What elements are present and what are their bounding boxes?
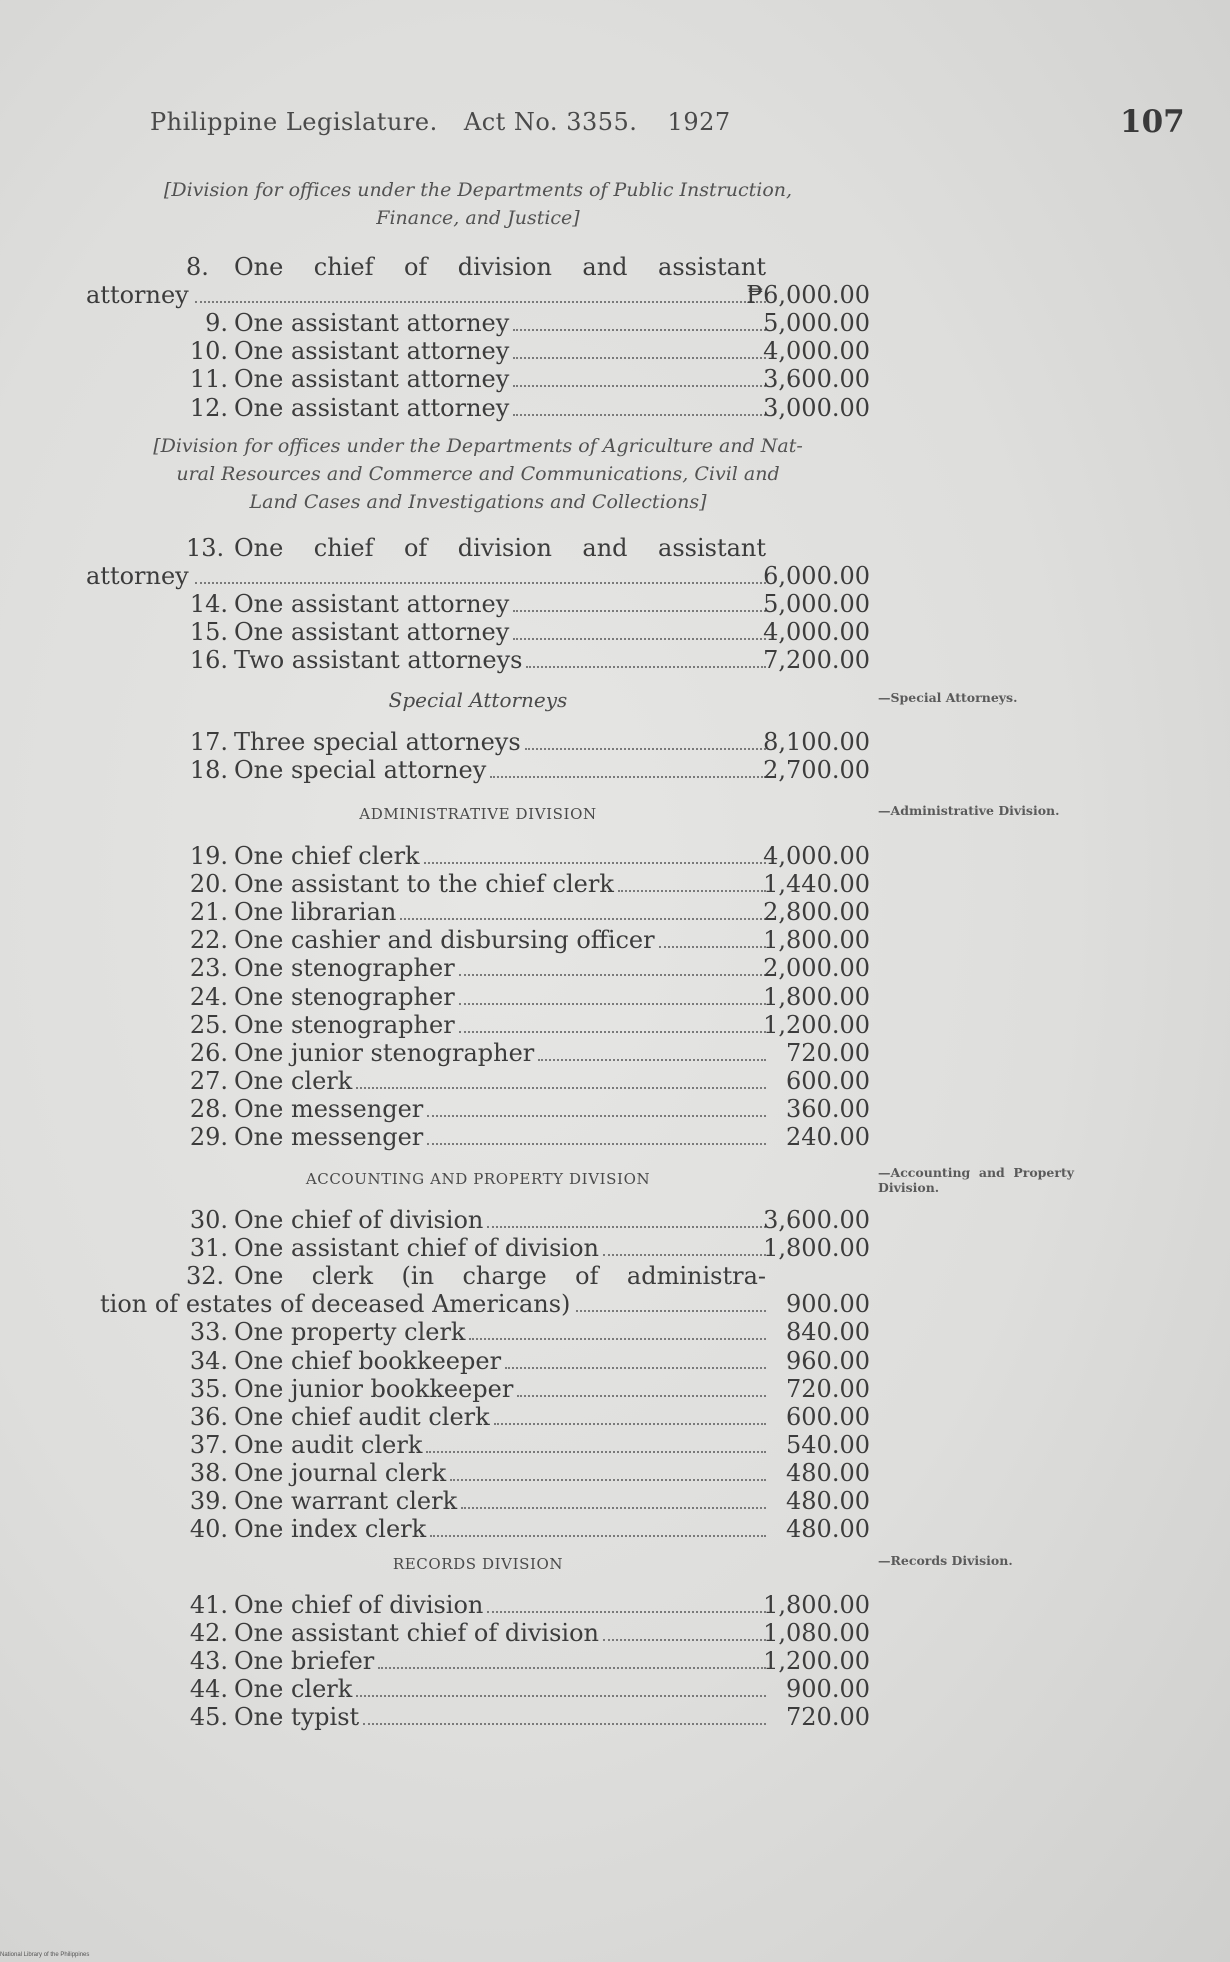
item-amount: 480.00 — [786, 1487, 870, 1515]
leader-dots — [426, 1451, 766, 1453]
item-amount: 900.00 — [786, 1675, 870, 1704]
division-heading: ACCOUNTING AND PROPERTY DIVISION — [305, 1170, 651, 1188]
item-amount: 1,200.00 — [763, 1010, 870, 1039]
list-item — [86, 954, 870, 982]
leader-dots — [363, 1723, 766, 1725]
item-label: One journal clerk — [234, 1458, 447, 1487]
item-number: 16. — [189, 646, 228, 675]
item-amount: 1,200.00 — [763, 1647, 870, 1676]
page-number: 107 — [1120, 104, 1185, 140]
item-label: One messenger — [234, 1094, 424, 1123]
item-label: One index clerk — [234, 1515, 427, 1544]
list-item — [86, 1619, 870, 1647]
item-label: One stenographer — [234, 954, 455, 983]
running-head — [150, 108, 815, 136]
list-item — [86, 1403, 870, 1431]
list-item — [86, 926, 870, 954]
item-number: 22. — [189, 926, 228, 955]
division-heading-line: [Division for offices under the Departments of Agriculture and Nat- — [153, 435, 803, 457]
item-label: One assistant attorney — [234, 393, 510, 422]
leader-dots — [538, 1059, 766, 1061]
leader-dots — [378, 1667, 766, 1669]
list-item — [86, 1262, 870, 1290]
item-label: One special attorney — [234, 756, 487, 785]
item-label: One audit clerk — [234, 1430, 423, 1459]
item-amount: 360.00 — [786, 1094, 870, 1123]
item-amount: 600.00 — [786, 1066, 870, 1095]
list-item — [86, 842, 870, 870]
leader-dots — [494, 1423, 766, 1425]
leader-dots — [513, 638, 766, 640]
item-label: One assistant attorney — [234, 590, 510, 619]
item-amount: ₱6,000.00 — [746, 281, 870, 310]
item-label: One stenographer — [234, 1010, 455, 1039]
list-item — [86, 983, 870, 1011]
item-amount: 2,800.00 — [763, 898, 870, 927]
running-head-act: Act No. 3355. — [463, 108, 638, 136]
leader-dots — [505, 1367, 766, 1369]
item-label: One chief bookkeeper — [234, 1346, 502, 1375]
leader-dots — [459, 974, 766, 976]
item-number: 10. — [189, 337, 228, 366]
item-amount: 1,800.00 — [763, 1591, 870, 1619]
list-item-continuation — [86, 562, 870, 590]
item-amount: 5,000.00 — [763, 590, 870, 619]
item-label: One chief of division — [234, 1206, 484, 1234]
item-number: 18. — [189, 756, 228, 785]
leader-dots — [400, 918, 766, 920]
leader-dots — [450, 1479, 766, 1481]
list-item — [86, 534, 870, 562]
item-label: One chief of division — [234, 1591, 484, 1619]
item-amount: 3,600.00 — [763, 1206, 870, 1234]
item-amount: 600.00 — [786, 1402, 870, 1431]
item-number: 27. — [189, 1066, 228, 1095]
item-amount: 1,080.00 — [763, 1619, 870, 1648]
item-number: 30. — [189, 1206, 228, 1234]
leader-dots — [461, 1507, 766, 1509]
leader-dots — [469, 1338, 766, 1340]
leader-dots — [603, 1254, 766, 1256]
leader-dots — [490, 776, 766, 778]
item-amount: 8,100.00 — [763, 728, 870, 756]
item-number: 29. — [189, 1123, 228, 1151]
item-number: 35. — [189, 1374, 228, 1403]
item-amount: 4,000.00 — [763, 618, 870, 647]
item-label-continued: attorney — [86, 281, 189, 310]
list-item — [86, 1318, 870, 1346]
item-amount: 6,000.00 — [763, 562, 870, 591]
list-item — [86, 618, 870, 646]
item-amount: 900.00 — [786, 1290, 870, 1319]
item-number: 43. — [189, 1647, 228, 1676]
item-label: One assistant attorney — [234, 365, 510, 394]
item-label: One chief of division and assistant — [234, 534, 766, 562]
list-item — [86, 1647, 870, 1675]
list-item — [86, 253, 870, 281]
division-heading-line: Land Cases and Investigations and Collections] — [249, 491, 707, 513]
item-number: 8. — [186, 253, 209, 281]
item-number: 41. — [189, 1591, 228, 1619]
list-item — [86, 728, 870, 756]
list-item — [86, 756, 870, 784]
item-amount: 840.00 — [786, 1318, 870, 1347]
item-number: 15. — [189, 618, 228, 647]
item-number: 28. — [189, 1094, 228, 1123]
list-item — [86, 1011, 870, 1039]
list-item — [86, 1347, 870, 1375]
list-item — [86, 1675, 870, 1703]
item-number: 14. — [189, 590, 228, 619]
item-number: 17. — [189, 728, 228, 756]
list-item — [86, 1234, 870, 1262]
list-item-continuation — [86, 281, 870, 309]
running-head-title: Philippine Legislature. — [150, 108, 438, 136]
item-number: 32. — [186, 1262, 225, 1291]
item-number: 23. — [189, 954, 228, 983]
leader-dots — [526, 666, 766, 668]
leader-dots — [618, 890, 766, 892]
division-heading-line: ural Resources and Commerce and Communications, Civil and — [176, 463, 780, 485]
item-label: One assistant attorney — [234, 618, 510, 647]
list-item — [86, 1515, 870, 1543]
leader-dots — [427, 1115, 766, 1117]
list-item — [86, 870, 870, 898]
division-heading: ADMINISTRATIVE DIVISION — [359, 805, 597, 823]
item-amount: 1,440.00 — [763, 870, 870, 899]
division-heading-line: Finance, and Justice] — [376, 207, 580, 229]
item-number: 34. — [189, 1346, 228, 1375]
leader-dots — [356, 1087, 766, 1089]
item-number: 31. — [189, 1234, 228, 1263]
item-amount: 4,000.00 — [763, 337, 870, 366]
item-label: One assistant to the chief clerk — [234, 870, 614, 899]
item-amount: 540.00 — [786, 1430, 870, 1459]
item-number: 36. — [189, 1402, 228, 1431]
leader-dots — [576, 1310, 766, 1312]
list-item — [86, 1375, 870, 1403]
item-amount: 5,000.00 — [763, 309, 870, 338]
item-label: One warrant clerk — [234, 1487, 458, 1515]
item-label: One property clerk — [234, 1318, 466, 1347]
item-label: One assistant attorney — [234, 309, 510, 338]
item-label: One assistant chief of division — [234, 1234, 600, 1263]
item-label: One stenographer — [234, 982, 455, 1011]
item-amount: 7,200.00 — [763, 646, 870, 675]
division-heading: RECORDS DIVISION — [392, 1555, 564, 1573]
item-amount: 2,700.00 — [763, 756, 870, 785]
item-number: 12. — [189, 393, 228, 422]
item-number: 38. — [189, 1458, 228, 1487]
leader-dots — [459, 1031, 766, 1033]
side-note: —Special Attorneys. — [878, 690, 1018, 705]
item-amount: 480.00 — [786, 1458, 870, 1487]
item-label: One clerk — [234, 1066, 353, 1095]
side-note: —Administrative Division. — [878, 803, 1060, 818]
side-note: —Records Division. — [878, 1553, 1013, 1568]
item-amount: 1,800.00 — [763, 1234, 870, 1263]
leader-dots — [459, 1003, 766, 1005]
leader-dots — [513, 414, 766, 416]
item-label: One junior bookkeeper — [234, 1374, 514, 1403]
item-label-continued: tion of estates of deceased Americans) — [100, 1290, 571, 1319]
division-heading — [86, 432, 870, 516]
leader-dots — [513, 610, 766, 612]
item-number: 9. — [205, 309, 228, 338]
item-amount: 240.00 — [786, 1123, 870, 1151]
item-number: 11. — [189, 365, 228, 394]
item-number: 44. — [189, 1675, 228, 1704]
leader-dots — [487, 1611, 766, 1613]
item-label: One clerk — [234, 1675, 353, 1704]
item-label: One librarian — [234, 898, 397, 927]
item-number: 26. — [189, 1038, 228, 1067]
item-label: One junior stenographer — [234, 1038, 535, 1067]
item-number: 33. — [189, 1318, 228, 1347]
leader-dots — [517, 1395, 766, 1397]
item-label: One messenger — [234, 1123, 424, 1151]
item-amount: 480.00 — [786, 1515, 870, 1544]
leader-dots — [427, 1143, 766, 1145]
list-item — [86, 309, 870, 337]
item-amount: 720.00 — [786, 1703, 870, 1732]
item-amount: 3,600.00 — [763, 365, 870, 394]
item-number: 19. — [189, 842, 228, 870]
leader-dots — [487, 1226, 766, 1228]
item-label: One chief of division and assistant — [234, 253, 766, 281]
running-head-year: 1927 — [667, 108, 731, 136]
list-item — [86, 394, 870, 422]
leader-dots — [513, 357, 766, 359]
item-amount: 3,000.00 — [763, 393, 870, 422]
item-label: One chief clerk — [234, 842, 420, 870]
item-number: 20. — [189, 870, 228, 899]
item-amount: 4,000.00 — [763, 842, 870, 870]
item-label: One assistant attorney — [234, 337, 510, 366]
item-amount: 2,000.00 — [763, 954, 870, 983]
list-item — [86, 646, 870, 674]
leader-dots — [424, 862, 766, 864]
leader-dots — [195, 301, 766, 303]
item-number: 45. — [189, 1703, 228, 1732]
item-amount: 1,800.00 — [763, 982, 870, 1011]
item-number: 40. — [189, 1515, 228, 1544]
list-item — [86, 1067, 870, 1095]
list-item — [86, 590, 870, 618]
leader-dots — [659, 946, 766, 948]
item-label: One assistant chief of division — [234, 1619, 600, 1648]
list-item — [86, 1206, 870, 1234]
division-heading-line: [Division for offices under the Departments of Public Instruction, — [163, 179, 793, 201]
item-label: One clerk (in charge of administra- — [234, 1262, 766, 1291]
list-item — [86, 1431, 870, 1459]
list-item — [86, 1591, 870, 1619]
item-label: One chief audit clerk — [234, 1402, 490, 1431]
list-item — [86, 1123, 870, 1151]
leader-dots — [195, 582, 766, 584]
item-label: One cashier and disbursing officer — [234, 926, 655, 955]
item-amount: 960.00 — [786, 1346, 870, 1375]
list-item — [86, 1095, 870, 1123]
leader-dots — [513, 329, 766, 331]
leader-dots — [603, 1639, 766, 1641]
list-item-continuation — [86, 1290, 870, 1318]
item-label: Three special attorneys — [234, 728, 521, 756]
list-item — [86, 1039, 870, 1067]
item-number: 24. — [189, 982, 228, 1011]
library-footer: National Library of the Philippines — [0, 1952, 90, 1958]
list-item — [86, 1703, 870, 1731]
item-number: 13. — [186, 534, 225, 562]
leader-dots — [525, 748, 766, 750]
leader-dots — [356, 1695, 766, 1697]
list-item — [86, 898, 870, 926]
division-heading: Special Attorneys — [388, 688, 568, 712]
item-number: 37. — [189, 1430, 228, 1459]
item-number: 21. — [189, 898, 228, 927]
list-item — [86, 1459, 870, 1487]
item-number: 25. — [189, 1010, 228, 1039]
item-number: 42. — [189, 1619, 228, 1648]
list-item — [86, 337, 870, 365]
item-amount: 720.00 — [786, 1038, 870, 1067]
leader-dots — [513, 385, 766, 387]
item-label: One briefer — [234, 1647, 375, 1676]
leader-dots — [430, 1535, 766, 1537]
list-item — [86, 365, 870, 393]
item-amount: 720.00 — [786, 1374, 870, 1403]
side-note: —Accounting and Property Division. — [878, 1165, 1074, 1195]
list-item — [86, 1487, 870, 1515]
division-heading — [86, 176, 870, 232]
item-label-continued: attorney — [86, 562, 189, 591]
item-number: 39. — [189, 1487, 228, 1515]
item-label: Two assistant attorneys — [234, 646, 523, 675]
item-label: One typist — [234, 1703, 360, 1732]
item-amount: 1,800.00 — [763, 926, 870, 955]
